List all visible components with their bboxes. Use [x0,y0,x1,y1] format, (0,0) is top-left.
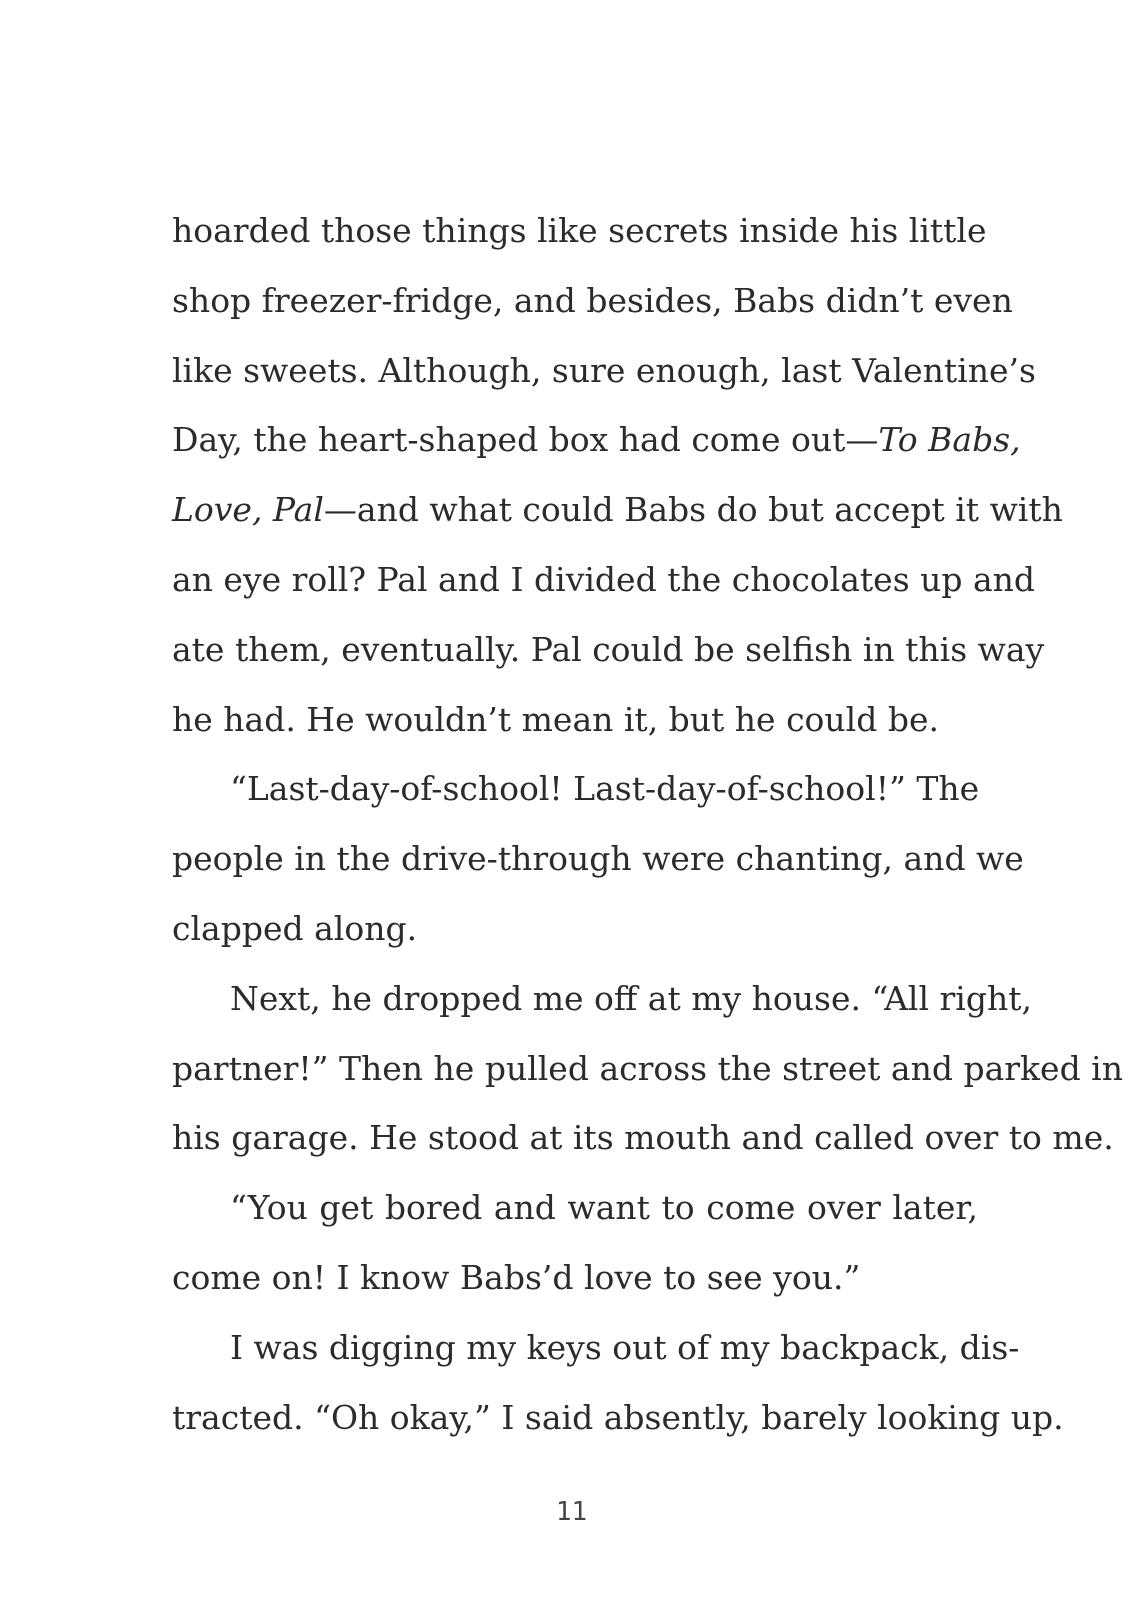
text-segment: Day, the heart-shaped box had come out— [172,420,879,460]
text-line: he had. He wouldn’t mean it, but he could be. [172,699,939,739]
text-line: partner!” Then he pulled across the street and parked in [172,1048,1123,1088]
text-line: tracted. “Oh okay,” I said absently, barely looking up. [172,1397,1064,1437]
text-line: people in the drive-through were chanting, and we [172,839,1024,879]
text-segment: —and what could Babs do but accept it with [323,490,1063,530]
text-line: like sweets. Although, sure enough, last Valentine’s [172,350,1036,390]
italic-text: To Babs, [878,420,1021,460]
italic-text: Love, Pal [172,490,324,530]
text-line: “You get bored and want to come over later, [230,1188,978,1228]
text-line: hoarded those things like secrets inside his little [172,211,987,250]
text-line: clapped along. [172,908,418,948]
text-line: Next, he dropped me off at my house. “All right, [230,978,1032,1018]
page-number: 11 [555,1497,588,1527]
text-line: ate them, eventually. Pal could be selfish in this way [172,629,1045,669]
text-line: shop freezer-fridge, and besides, Babs didn’t even [172,280,1013,320]
text-line: an eye roll? Pal and I divided the chocolates up and [172,559,1036,599]
text-line: come on! I know Babs’d love to see you.” [172,1257,861,1297]
text-line [172,405,1021,475]
text-line: I was digging my keys out of my backpack, dis- [230,1327,1020,1367]
text-line: “Last-day-of-school! Last-day-of-school!” The [230,769,980,809]
text-line [172,475,1063,545]
text-line: his garage. He stood at its mouth and called over to me. [172,1118,1114,1158]
body-text [172,196,1123,1452]
